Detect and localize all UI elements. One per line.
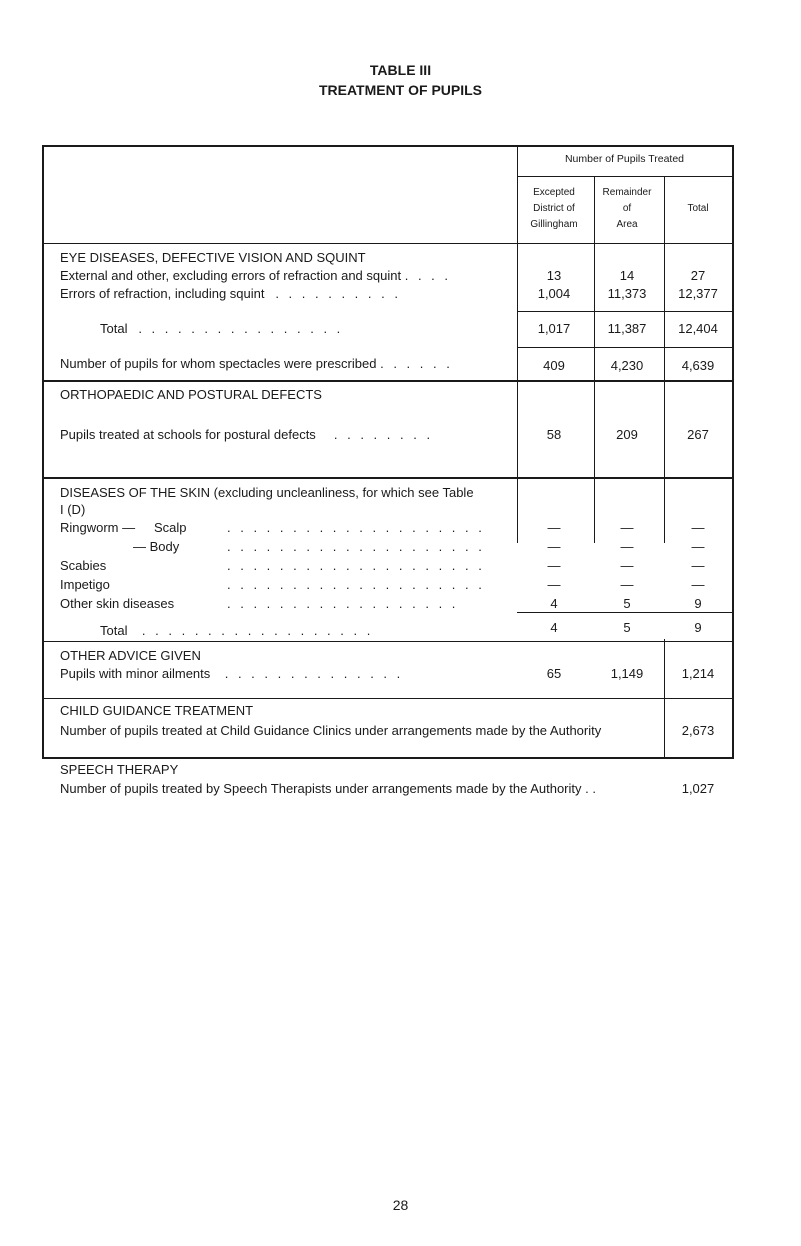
- header-col-total: Total: [687, 203, 709, 214]
- scabies-label: Scabies: [60, 558, 107, 573]
- section-rule-child: [44, 698, 732, 699]
- eye-subtotal-rule: [517, 311, 732, 312]
- speech-total: 1,027: [681, 781, 715, 796]
- page-number: 28: [392, 1197, 409, 1213]
- ortho-total: 267: [687, 427, 709, 442]
- minor-ailments-excepted: 65: [546, 666, 562, 681]
- body-remainder: —: [620, 539, 634, 554]
- eye-total-excepted: 1,017: [537, 321, 571, 336]
- section-rule-speech: [44, 757, 732, 759]
- table-subtitle: TREATMENT OF PUPILS: [318, 82, 483, 98]
- eye-total-remainder: 11,387: [607, 321, 647, 336]
- impetigo-remainder: —: [620, 577, 634, 592]
- body-dots: . . . . . . . . . . . . . . . . . . . .: [227, 539, 485, 554]
- skin-total-remainder: 5: [623, 620, 631, 635]
- eye-refraction-total: 12,377: [678, 286, 718, 301]
- eye-total-total: 12,404: [678, 321, 718, 336]
- eye-total-label: Total . . . . . . . . . . . . . . . .: [100, 321, 344, 336]
- eye-external-label: External and other, excluding errors of refraction and squint . . . .: [60, 268, 452, 283]
- minor-ailments-label: Pupils with minor ailments . . . . . . . . . . . . . .: [60, 666, 404, 681]
- body-label: — Body: [133, 539, 180, 554]
- ortho-remainder: 209: [616, 427, 638, 442]
- eye-refraction-label: Errors of refraction, including squint . . . . . . . . . .: [60, 286, 401, 301]
- impetigo-dots: . . . . . . . . . . . . . . . . . . . .: [227, 577, 485, 592]
- impetigo-label: Impetigo: [60, 577, 110, 592]
- scalp-total: —: [691, 520, 705, 535]
- body-excepted: —: [547, 539, 561, 554]
- header-col-excepted: Excepted District of Gillingham: [530, 187, 578, 230]
- ortho-excepted: 58: [546, 427, 562, 442]
- speech-heading: SPEECH THERAPY: [60, 762, 179, 777]
- scalp-remainder: —: [620, 520, 634, 535]
- minor-ailments-remainder: 1,149: [610, 666, 644, 681]
- advice-heading: OTHER ADVICE GIVEN: [60, 648, 201, 663]
- eye-external-remainder: 14: [619, 268, 635, 283]
- impetigo-total: —: [691, 577, 705, 592]
- scalp-label: Scalp: [154, 520, 187, 535]
- scabies-total: —: [691, 558, 705, 573]
- other-skin-total: 9: [694, 596, 702, 611]
- minor-ailments-total: 1,214: [681, 666, 715, 681]
- other-skin-excepted: 4: [550, 596, 558, 611]
- other-skin-dots: . . . . . . . . . . . . . . . . . .: [227, 596, 459, 611]
- skin-heading: DISEASES OF THE SKIN (excluding uncleanliness, for which see Table: [60, 485, 474, 500]
- child-guidance-heading: CHILD GUIDANCE TREATMENT: [60, 703, 254, 718]
- skin-total-rule: [517, 612, 732, 613]
- eye-total-rule: [517, 347, 732, 348]
- eye-refraction-excepted: 1,004: [537, 286, 571, 301]
- spectacles-remainder: 4,230: [610, 358, 644, 373]
- scabies-excepted: —: [547, 558, 561, 573]
- eye-external-excepted: 13: [546, 268, 562, 283]
- other-skin-remainder: 5: [623, 596, 631, 611]
- eye-refraction-remainder: 11,373: [607, 286, 647, 301]
- eye-external-total: 27: [690, 268, 706, 283]
- child-guidance-label: Number of pupils treated at Child Guidance Clinics under arrangements made by the Authority: [60, 723, 602, 738]
- skin-heading-ref: I (D): [60, 502, 86, 517]
- spectacles-label: Number of pupils for whom spectacles were prescribed . . . . . .: [60, 356, 453, 371]
- skin-total-label: Total . . . . . . . . . . . . . . . . . .: [100, 623, 374, 638]
- header-bottom-rule: [44, 243, 732, 244]
- scalp-excepted: —: [547, 520, 561, 535]
- other-skin-label: Other skin diseases: [60, 596, 175, 611]
- speech-label: Number of pupils treated by Speech Therapists under arrangements made by the Authority . .: [60, 781, 596, 796]
- table-title: TABLE III: [369, 62, 432, 78]
- scabies-remainder: —: [620, 558, 634, 573]
- ortho-heading: ORTHOPAEDIC AND POSTURAL DEFECTS: [60, 387, 322, 402]
- scalp-dots: . . . . . . . . . . . . . . . . . . . .: [227, 520, 485, 535]
- header-group: Number of Pupils Treated: [564, 153, 685, 165]
- child-guidance-total: 2,673: [681, 723, 715, 738]
- impetigo-excepted: —: [547, 577, 561, 592]
- section-rule-skin: [44, 477, 732, 479]
- spectacles-excepted: 409: [543, 358, 565, 373]
- spectacles-total: 4,639: [681, 358, 715, 373]
- header-divider: [517, 176, 732, 177]
- section-rule-advice: [44, 641, 732, 642]
- skin-total-excepted: 4: [550, 620, 558, 635]
- body-total: —: [691, 539, 705, 554]
- skin-total-total: 9: [694, 620, 702, 635]
- section-rule-ortho: [44, 380, 732, 382]
- scabies-dots: . . . . . . . . . . . . . . . . . . . .: [227, 558, 485, 573]
- ringworm-label: Ringworm —: [60, 520, 136, 535]
- header-col-remainder: Remainder of Area: [602, 187, 652, 230]
- eye-heading: EYE DISEASES, DEFECTIVE VISION AND SQUINT: [60, 250, 366, 265]
- ortho-postural-label: Pupils treated at schools for postural defects . . . . . . . .: [60, 427, 434, 442]
